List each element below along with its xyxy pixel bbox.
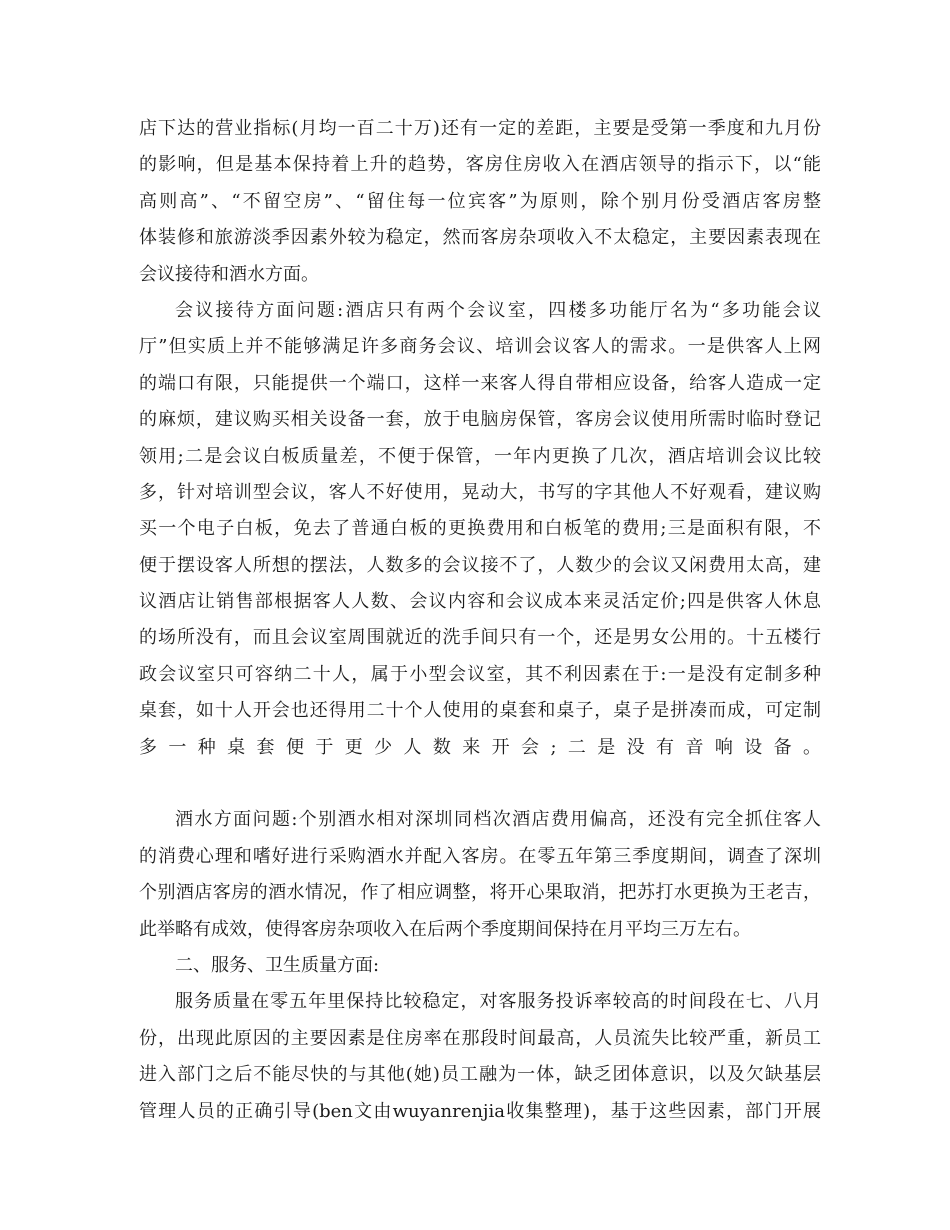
text-line: 厅”但实质上并不能够满足许多商务会议、培训会议客人的需求。一是供客人上网 [139,336,821,358]
text-line: 的场所没有，而且会议室周围就近的洗手间只有一个，还是男女公用的。十五楼行 [139,627,821,649]
paragraph [139,111,821,293]
text-line: 体装修和旅游淡季因素外较为稳定，然而客房杂项收入不太稳定，主要因素表现在 [139,227,821,249]
text-line: 的消费心理和嗜好进行采购酒水并配入客房。在零五年第三季度期间，调查了深圳 [139,845,821,867]
text-line: 领用;二是会议白板质量差，不便于保管，一年内更换了几次，酒店培训会议比较 [139,445,821,467]
text-line: 进入部门之后不能尽快的与其他(她)员工融为一体，缺乏团体意识，以及欠缺基层 [139,1064,821,1086]
text-line: 高则高”、“不留空房”、“留住每一位宾客”为原则，除个别月份受酒店客房整 [139,190,821,212]
text-line: 此举略有成效，使得客房杂项收入在后两个季度期间保持在月平均三万左右。 [139,918,751,940]
text-line: 多一种桌套便于更少人数来开会;二是没有音响设备。 [139,736,821,758]
paragraph [139,802,821,948]
text-line: 议酒店让销售部根据客人人数、会议内容和会议成本来灵活定价;四是供客人休息 [139,591,821,613]
text-line: 多，针对培训型会议，客人不好使用，晃动大，书写的字其他人不好观看，建议购 [139,481,821,503]
text-line: 便于摆设客人所想的摆法，人数多的会议接不了，人数少的会议又闲费用太高，建 [139,554,821,576]
paragraph [139,293,821,802]
text-line: 政会议室只可容纳二十人，属于小型会议室，其不利因素在于:一是没有定制多种 [139,663,821,685]
text-line: 二、服务、卫生质量方面: [175,954,380,976]
paragraph [139,984,821,1130]
text-line: 的影响，但是基本保持着上升的趋势，客房住房收入在酒店领导的指示下，以“能 [139,154,821,176]
text-line: 管理人员的正确引导(ben文由wuyanrenjia收集整理)，基于这些因素，部门开展 [139,1100,821,1122]
text-line: 会议接待和酒水方面。 [139,263,319,285]
text-line: 服务质量在零五年里保持比较稳定，对客服务投诉率较高的时间段在七、八月 [175,991,821,1013]
text-line: 会议接待方面问题:酒店只有两个会议室，四楼多功能厅名为“多功能会议 [175,299,821,321]
text-line: 桌套，如十人开会也还得用二十个人使用的桌套和桌子，桌子是拼凑而成，可定制 [139,700,821,722]
text-line: 买一个电子白板，免去了普通白板的更换费用和白板笔的费用;三是面积有限，不 [139,518,821,540]
section-heading [139,948,821,984]
text-line: 的端口有限，只能提供一个端口，这样一来客人得自带相应设备，给客人造成一定 [139,372,821,394]
text-line: 店下达的营业指标(月均一百二十万)还有一定的差距，主要是受第一季度和九月份 [139,118,821,139]
text-line [139,766,821,802]
text-line: 份，出现此原因的主要因素是住房率在那段时间最高，人员流失比较严重，新员工 [139,1027,821,1049]
text-line: 个别酒店客房的酒水情况，作了相应调整，将开心果取消，把苏打水更换为王老吉， [139,882,821,904]
text-line: 酒水方面问题:个别酒水相对深圳同档次酒店费用偏高，还没有完全抓住客人 [175,809,821,831]
document-page [139,111,821,1130]
text-line: 的麻烦，建议购买相关设备一套，放于电脑房保管，客房会议使用所需时临时登记 [139,409,821,431]
